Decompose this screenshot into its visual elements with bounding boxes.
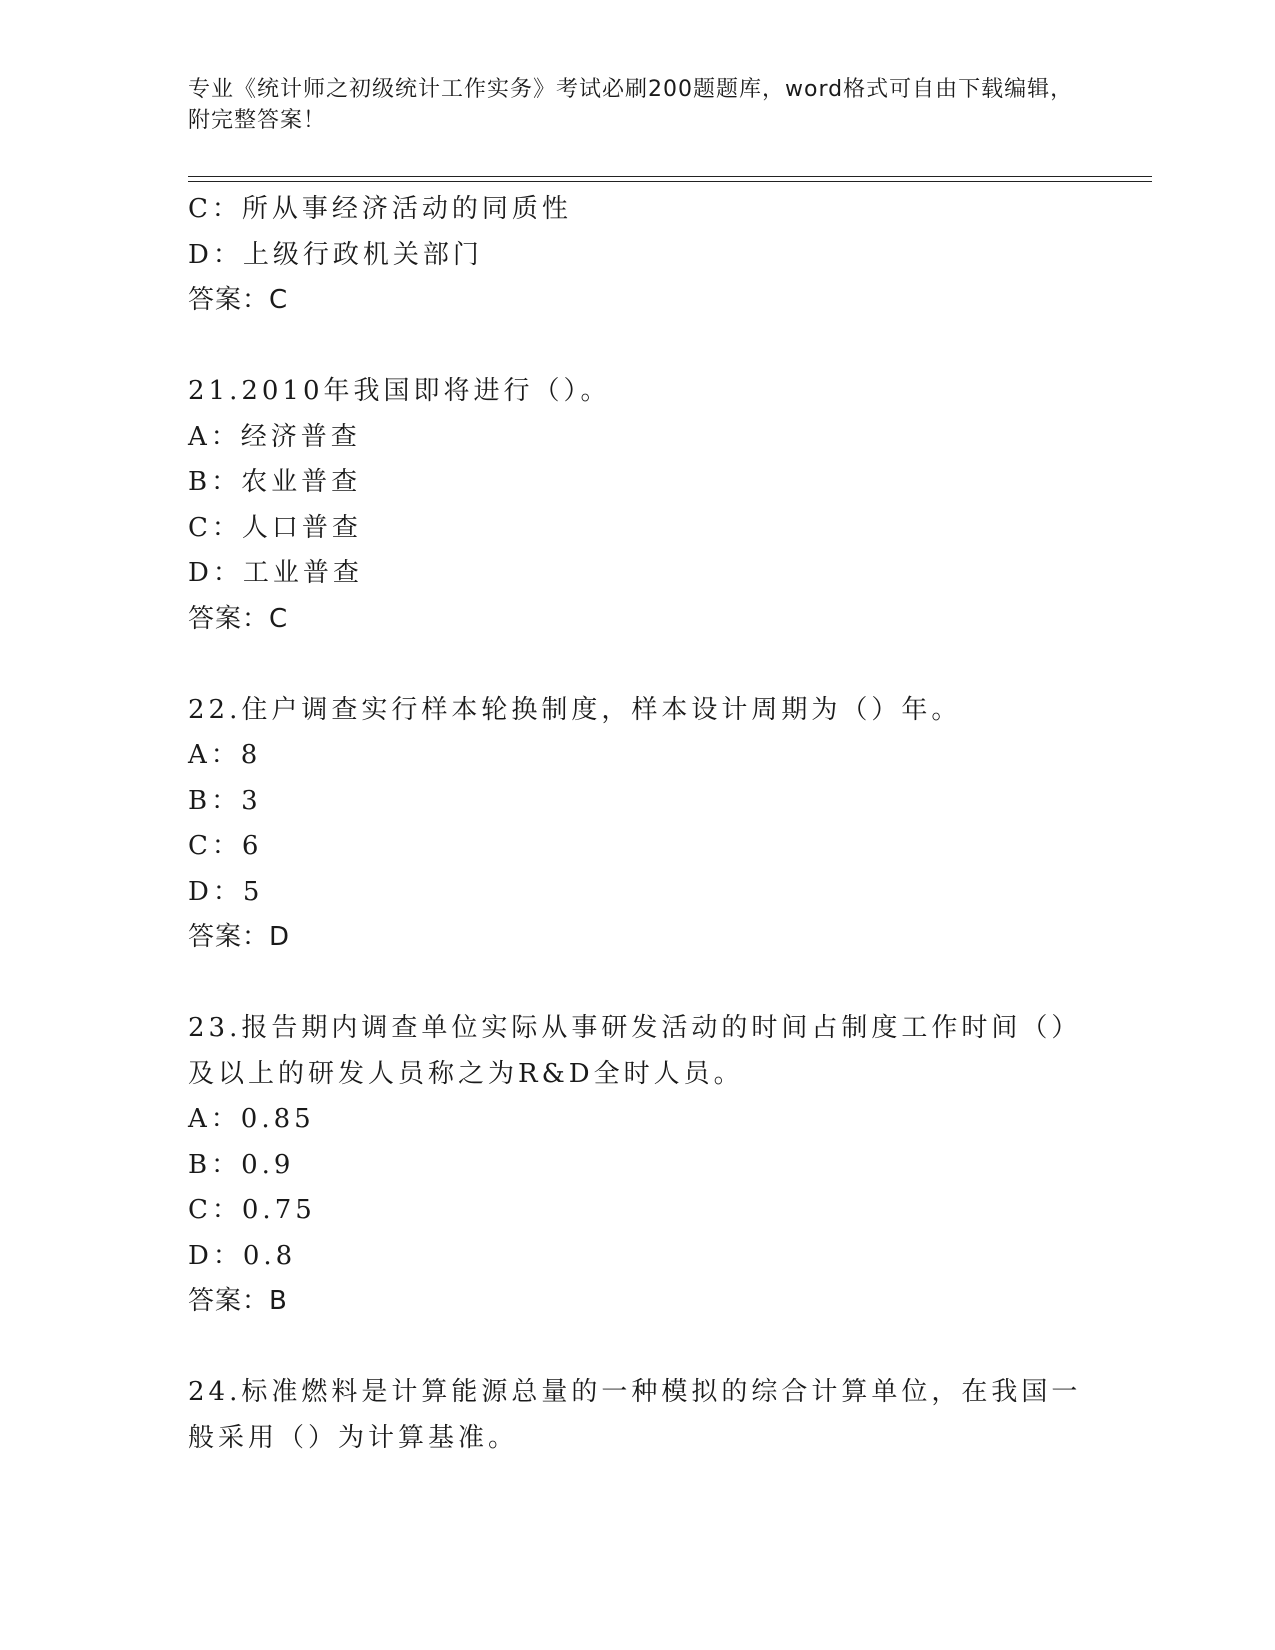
option-a: A：0.85 xyxy=(188,1104,315,1134)
header-divider-top xyxy=(188,176,1152,177)
question-21 xyxy=(188,369,1088,642)
question-fragment xyxy=(188,187,1088,324)
option-a: A：经济普查 xyxy=(188,421,361,452)
answer-label: 答案：D xyxy=(188,922,291,952)
question-23 xyxy=(188,1006,1088,1325)
question-stem: 24.标准燃料是计算能源总量的一种模拟的综合计算单位，在我国一般采用（）为计算基准。 xyxy=(188,1377,1082,1453)
spacer xyxy=(188,961,1088,1007)
question-stem: 22.住户调查实行样本轮换制度，样本设计周期为（）年。 xyxy=(188,694,962,725)
option-d: D：0.8 xyxy=(188,1240,297,1271)
question-stem: 21.2010年我国即将进行（）。 xyxy=(188,376,611,406)
option-a: A：8 xyxy=(188,740,262,770)
option-d: D：工业普查 xyxy=(188,558,363,588)
question-list xyxy=(188,187,1088,1461)
answer-label: 答案：B xyxy=(188,1286,288,1316)
document-header: 专业《统计师之初级统计工作实务》考试必刷200题题库，word格式可自由下载编辑，附完整答案！ xyxy=(188,77,1074,133)
spacer xyxy=(188,642,1088,688)
option-c: C：0.75 xyxy=(188,1195,316,1225)
option-d: D：上级行政机关部门 xyxy=(188,239,483,270)
option-c: C：人口普查 xyxy=(188,512,362,543)
option-b: B：农业普查 xyxy=(188,467,362,497)
option-c: C：所从事经济活动的同质性 xyxy=(188,194,572,224)
option-b: B：3 xyxy=(188,785,262,816)
question-stem: 23.报告期内调查单位实际从事研发活动的时间占制度工作时间（）及以上的研发人员称之为R&D全时人员。 xyxy=(188,1013,1082,1089)
question-24 xyxy=(188,1370,1088,1461)
spacer xyxy=(188,324,1088,370)
answer-label: 答案：C xyxy=(188,285,289,315)
spacer xyxy=(188,1325,1088,1371)
answer-label: 答案：C xyxy=(188,603,289,634)
option-c: C：6 xyxy=(188,831,263,861)
option-b: B：0.9 xyxy=(188,1149,295,1180)
option-d: D：5 xyxy=(188,876,264,907)
header-divider-bottom xyxy=(188,181,1152,182)
question-22 xyxy=(188,688,1088,961)
